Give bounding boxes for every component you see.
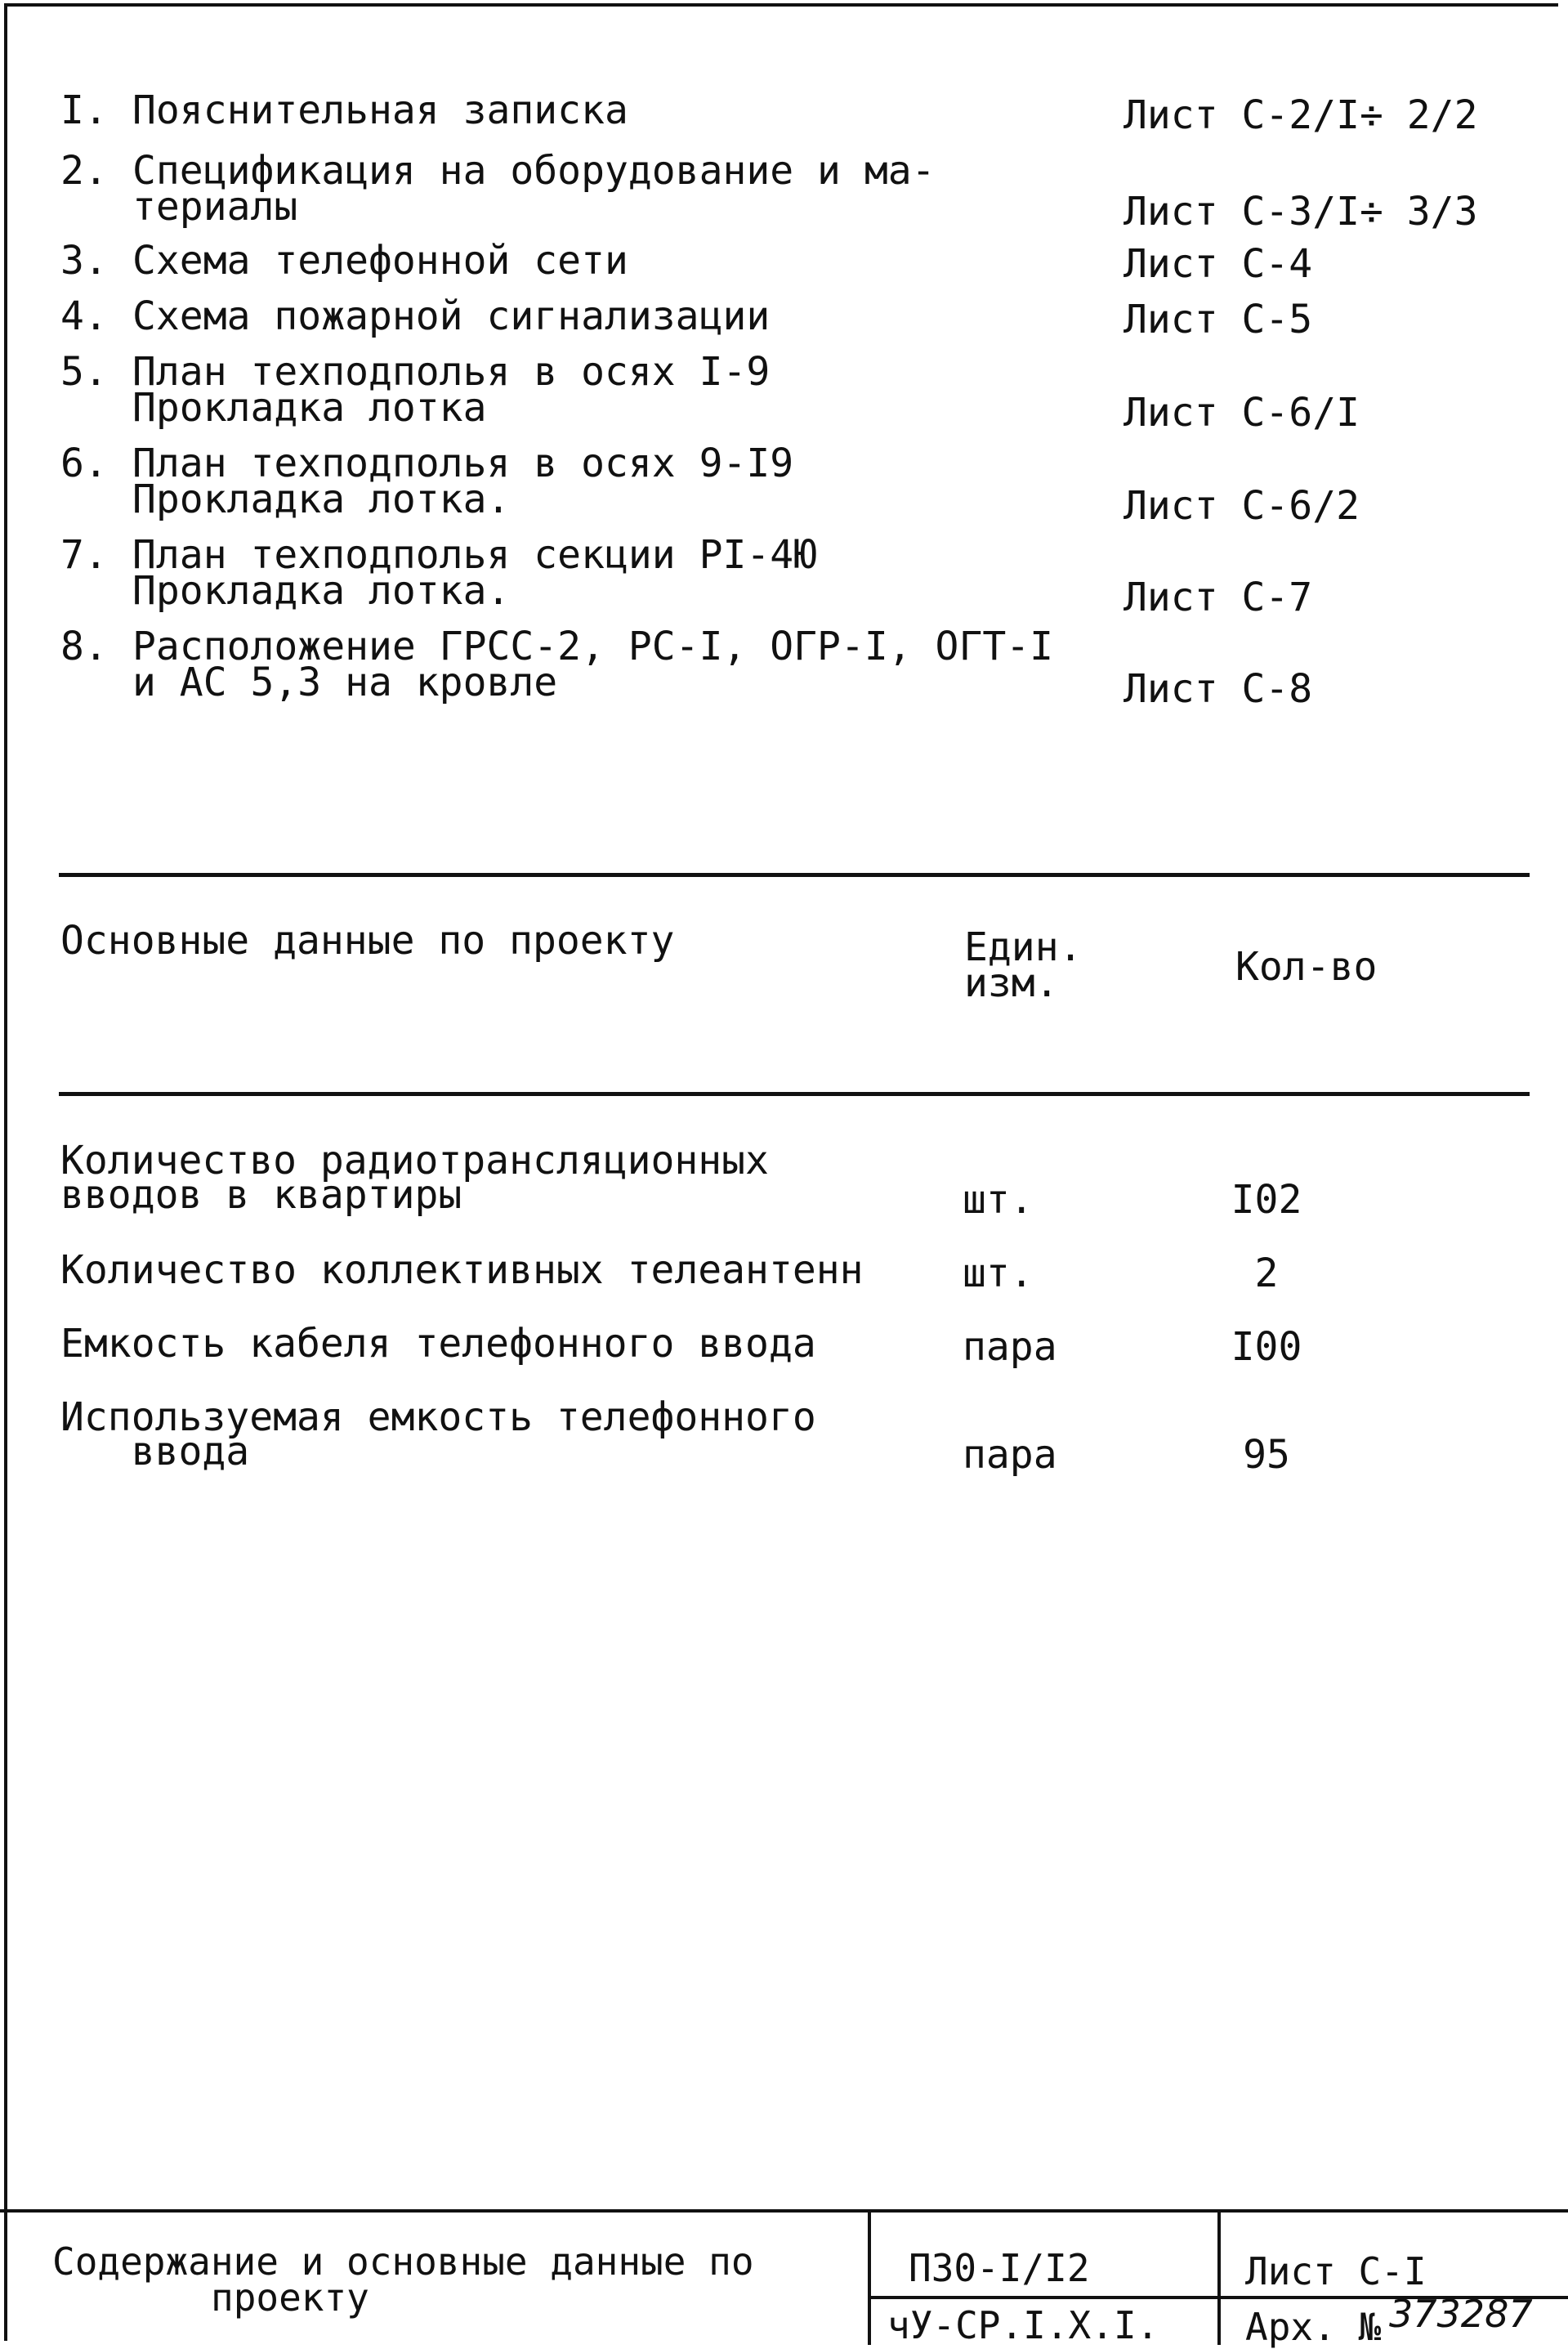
toc-sheet-ref: Лист С-2/I÷ 2/2 [1124, 92, 1478, 138]
row-label-continued: вводов в квартиры [60, 1172, 462, 1218]
toc-title: Спецификация на оборудование и ма- [132, 148, 936, 194]
toc-title: План техподполья в осях 9-I9 [132, 441, 794, 486]
stamp-archive-label: Арх. № [1245, 2305, 1382, 2349]
toc-number: 5. [60, 349, 108, 395]
toc-number: I. [60, 87, 108, 133]
row-label: Количество радиотрансляционных [60, 1138, 769, 1183]
row-qty: I02 [1231, 1177, 1302, 1223]
row-label: Используемая емкость телефонного [60, 1394, 816, 1440]
title-block [0, 2209, 1568, 2349]
row-qty: 95 [1243, 1432, 1290, 1478]
toc-title-continued: и АС 5,3 на кровле [132, 660, 558, 705]
toc-sheet-ref: Лист С-6/2 [1124, 483, 1360, 529]
stamp-sheet: Лист С-I [1245, 2249, 1427, 2293]
stamp-series: чУ-СР.I.Х.I. [887, 2303, 1159, 2347]
toc-title: План техподполья секции PI-4Ю [132, 532, 818, 578]
table-header-unit-continued: изм. [964, 960, 1059, 1006]
stamp-title: Содержание и основные данные по [52, 2239, 754, 2284]
table-top-rule [59, 873, 1530, 877]
toc-title-continued: Прокладка лотка. [132, 568, 511, 614]
toc-title: Пояснительная записка [132, 87, 628, 133]
stamp-divider [868, 2209, 871, 2345]
toc-title: План техподполья в осях I-9 [132, 349, 771, 395]
toc-sheet-ref: Лист С-5 [1124, 297, 1313, 342]
toc-number: 4. [60, 293, 108, 339]
toc-number: 7. [60, 532, 108, 578]
row-unit: шт. [963, 1177, 1034, 1223]
row-label: Количество коллективных телеантенн [60, 1247, 864, 1293]
toc-title-continued: Прокладка лотка. [132, 477, 511, 522]
toc-sheet-ref: Лист С-7 [1124, 575, 1313, 620]
toc-number: 8. [60, 624, 108, 669]
table-header-unit: Един. [964, 924, 1083, 970]
table-header-qty: Кол-во [1235, 944, 1378, 990]
toc-title-continued: Прокладка лотка [132, 385, 487, 431]
row-unit: пара [963, 1324, 1057, 1370]
toc-number: 6. [60, 441, 108, 486]
stamp-divider [1217, 2209, 1221, 2345]
toc-title: Расположение ГРСС-2, РС-I, ОГР-I, ОГТ-I [132, 624, 1054, 669]
toc-sheet-ref: Лист С-8 [1124, 666, 1313, 712]
row-qty: 2 [1254, 1251, 1279, 1296]
row-label-continued: ввода [60, 1429, 250, 1474]
toc-number: 2. [60, 148, 108, 194]
toc-title-continued: териалы [132, 184, 298, 230]
row-unit: пара [963, 1432, 1057, 1478]
table-header-title: Основные данные по проекту [60, 918, 675, 964]
stamp-archive-number: 373287 [1389, 2292, 1533, 2336]
toc-sheet-ref: Лист С-6/I [1124, 390, 1360, 436]
stamp-title-continued: проекту [211, 2275, 369, 2320]
row-unit: шт. [963, 1251, 1034, 1296]
toc-title: Схема пожарной сигнализации [132, 293, 771, 339]
row-label: Емкость кабеля телефонного ввода [60, 1321, 816, 1367]
stamp-code: П30-I/I2 [909, 2246, 1090, 2290]
row-qty: I00 [1231, 1324, 1302, 1370]
toc-title: Схема телефонной сети [132, 238, 628, 284]
toc-sheet-ref: Лист С-4 [1124, 241, 1313, 287]
toc-number: 3. [60, 238, 108, 284]
toc-sheet-ref: Лист С-3/I÷ 3/3 [1124, 189, 1478, 235]
stamp-top-line [0, 2209, 1568, 2213]
table-header-rule [59, 1092, 1530, 1096]
